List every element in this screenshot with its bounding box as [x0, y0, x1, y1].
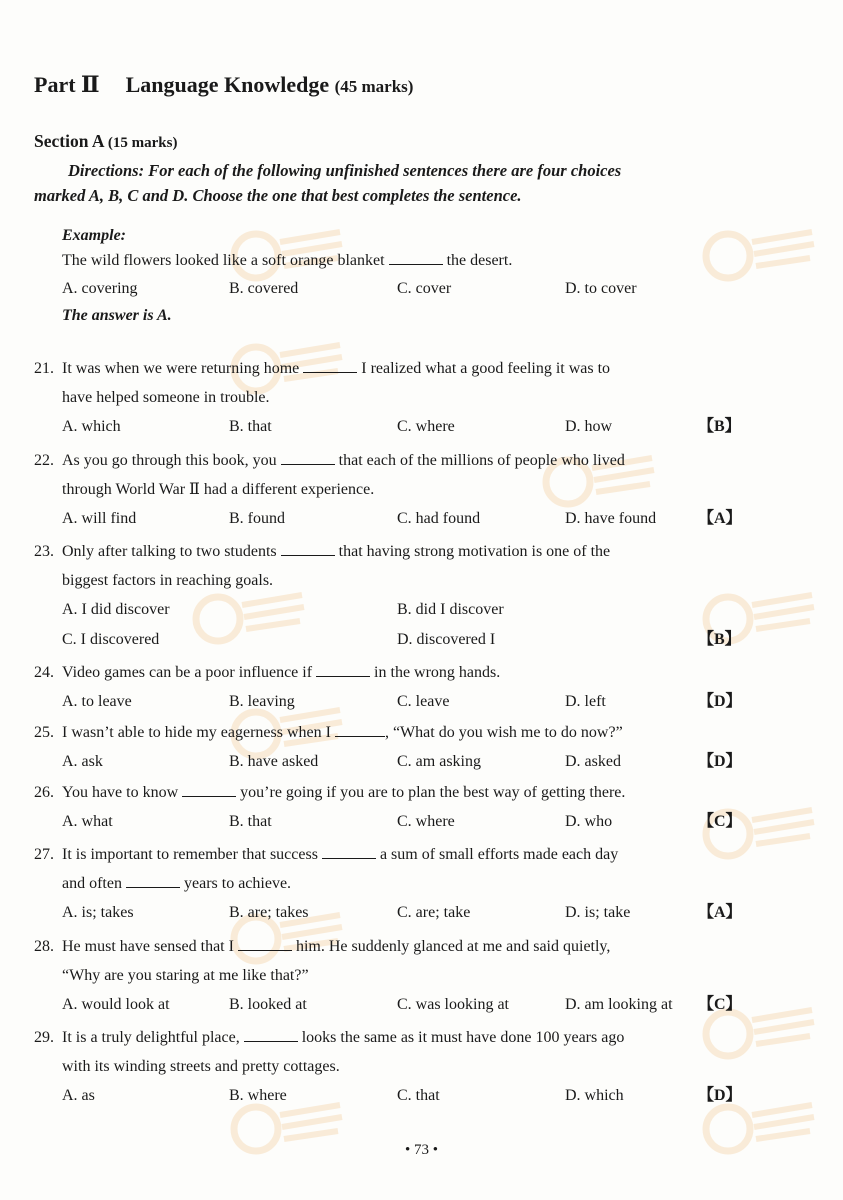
- question-number: 27.: [34, 846, 54, 863]
- option-c: C. where: [397, 418, 455, 435]
- question-options: [34, 747, 742, 777]
- question-text: looks the same as it must have done 100 years ago: [301, 1029, 625, 1046]
- option-d: D. left: [565, 693, 606, 710]
- answer-blank: [281, 541, 335, 556]
- option-a: A. to leave: [62, 693, 132, 710]
- question-text: a sum of small efforts made each day: [379, 846, 619, 863]
- section-title: Section A: [34, 131, 104, 151]
- question-text: and often: [62, 875, 122, 892]
- directions-line-2: marked A, B, C and D. Choose the one that best completes the sentence.: [34, 186, 522, 205]
- question-text: have helped someone in trouble.: [62, 389, 270, 406]
- example-label: Example:: [62, 227, 126, 244]
- part-heading: [34, 72, 413, 98]
- question-text: It is important to remember that success: [62, 846, 318, 863]
- question-text: He must have sensed that I: [62, 938, 234, 955]
- question-text: [34, 869, 734, 898]
- question-24: [34, 658, 742, 717]
- question-text: “Why are you staring at me like that?”: [62, 967, 309, 984]
- question-text: him. He suddenly glanced at me and said quietly,: [295, 938, 611, 955]
- question-number: 29.: [34, 1029, 54, 1046]
- section-marks: (15 marks): [107, 135, 178, 151]
- example-block: [62, 224, 742, 328]
- question-options: [34, 595, 734, 625]
- option-b: B. are; takes: [229, 904, 309, 921]
- question-number: 23.: [34, 543, 54, 560]
- question-23: [34, 537, 741, 655]
- question-number: 22.: [34, 452, 54, 469]
- option-c: C. I discovered: [62, 631, 160, 648]
- directions-line-1: Directions: For each of the following unfinished sentences there are four choices: [68, 161, 622, 180]
- page-number: • 73 •: [404, 1142, 438, 1158]
- answer-blank: [182, 782, 236, 797]
- question-21: [34, 354, 741, 442]
- question-text: Only after talking to two students: [62, 543, 277, 560]
- option-a: A. I did discover: [62, 601, 170, 618]
- option-b: B. did I discover: [397, 601, 504, 618]
- question-options: [34, 625, 741, 655]
- option-a: A. would look at: [62, 996, 170, 1013]
- example-sentence-start: The wild flowers looked like a soft orange blanket: [62, 252, 385, 269]
- option-d: D. am looking at: [565, 996, 673, 1013]
- answer-key: 【C】: [698, 813, 742, 830]
- example-sentence-end: the desert.: [446, 252, 513, 269]
- question-27: [34, 840, 742, 928]
- section-heading: [34, 131, 177, 152]
- option-c: C. am asking: [397, 753, 481, 770]
- option-c: C. was looking at: [397, 996, 509, 1013]
- question-text: I realized what a good feeling it was to: [361, 360, 611, 377]
- option-c: C. had found: [397, 510, 481, 527]
- example-answer: The answer is A.: [62, 307, 172, 324]
- question-25: [34, 718, 742, 777]
- question-number: 24.: [34, 664, 54, 681]
- question-options: [34, 990, 742, 1020]
- question-text: that having strong motivation is one of the: [338, 543, 611, 560]
- question-options: [34, 504, 742, 534]
- option-c: C. that: [397, 1087, 440, 1104]
- part-title: Language Knowledge: [125, 72, 330, 97]
- answer-blank: [316, 662, 370, 677]
- question-29: [34, 1023, 742, 1111]
- option-b: B. looked at: [229, 996, 307, 1013]
- option-c: C. leave: [397, 693, 450, 710]
- option-b: B. that: [229, 418, 272, 435]
- answer-key: 【D】: [698, 693, 742, 710]
- option-d: D. to cover: [565, 280, 637, 297]
- question-text: I wasn’t able to hide my eagerness when I: [62, 724, 331, 741]
- option-b: B. have asked: [229, 753, 319, 770]
- question-text: It is a truly delightful place,: [62, 1029, 240, 1046]
- option-a: A. ask: [62, 753, 103, 770]
- option-d: D. asked: [565, 753, 621, 770]
- answer-key: 【B】: [698, 418, 741, 435]
- option-b: B. leaving: [229, 693, 295, 710]
- answer-key: 【B】: [698, 631, 741, 648]
- question-options: [34, 898, 742, 928]
- option-c: C. cover: [397, 280, 452, 297]
- question-text: biggest factors in reaching goals.: [62, 572, 274, 589]
- answer-blank: [303, 358, 357, 373]
- option-d: D. who: [565, 813, 613, 830]
- example-options: [62, 274, 742, 304]
- option-a: A. covering: [62, 280, 138, 297]
- option-d: D. which: [565, 1087, 624, 1104]
- option-a: A. what: [62, 813, 113, 830]
- option-a: A. is; takes: [62, 904, 134, 921]
- question-text: you’re going if you are to plan the best way of getting there.: [240, 784, 626, 801]
- option-c: C. are; take: [397, 904, 471, 921]
- answer-blank: [244, 1027, 298, 1042]
- answer-blank: [322, 844, 376, 859]
- question-text: years to achieve.: [183, 875, 292, 892]
- answer-key: 【A】: [698, 510, 742, 527]
- answer-key: 【C】: [698, 996, 742, 1013]
- answer-blank: [126, 873, 180, 888]
- question-text: As you go through this book, you: [62, 452, 277, 469]
- question-text: through World War Ⅱ had a different experience.: [62, 481, 375, 498]
- option-d: D. discovered I: [397, 631, 496, 648]
- answer-blank: [238, 936, 292, 951]
- option-a: A. will find: [62, 510, 137, 527]
- question-text: , “What do you wish me to do now?”: [384, 724, 623, 741]
- question-number: 25.: [34, 724, 54, 741]
- question-options: [34, 1081, 742, 1111]
- part-number: Part Ⅱ: [34, 72, 100, 97]
- option-b: B. found: [229, 510, 285, 527]
- answer-blank: [281, 450, 335, 465]
- answer-key: 【D】: [698, 1087, 742, 1104]
- question-text: You have to know: [62, 784, 179, 801]
- option-c: C. where: [397, 813, 455, 830]
- option-b: B. covered: [229, 280, 299, 297]
- question-number: 21.: [34, 360, 54, 377]
- option-b: B. where: [229, 1087, 287, 1104]
- answer-blank: [389, 250, 443, 265]
- option-d: D. is; take: [565, 904, 631, 921]
- part-marks: (45 marks): [334, 77, 414, 96]
- answer-key: 【A】: [698, 904, 742, 921]
- question-26: [34, 778, 742, 837]
- question-22: [34, 446, 742, 534]
- option-a: A. which: [62, 418, 121, 435]
- option-d: D. have found: [565, 510, 657, 527]
- question-number: 28.: [34, 938, 54, 955]
- question-text: Video games can be a poor influence if: [62, 664, 313, 681]
- answer-key: 【D】: [698, 753, 742, 770]
- question-text: with its winding streets and pretty cottages.: [62, 1058, 340, 1075]
- question-options: [34, 687, 742, 717]
- directions: [34, 158, 734, 208]
- question-number: 26.: [34, 784, 54, 801]
- question-text: in the wrong hands.: [374, 664, 501, 681]
- option-a: A. as: [62, 1087, 95, 1104]
- question-options: [34, 412, 741, 442]
- question-options: [34, 807, 742, 837]
- option-d: D. how: [565, 418, 613, 435]
- question-28: [34, 932, 742, 1020]
- question-text: It was when we were returning home: [62, 360, 300, 377]
- example-sentence: [62, 248, 742, 274]
- option-b: B. that: [229, 813, 272, 830]
- answer-blank: [335, 722, 385, 737]
- question-text: that each of the millions of people who lived: [338, 452, 625, 469]
